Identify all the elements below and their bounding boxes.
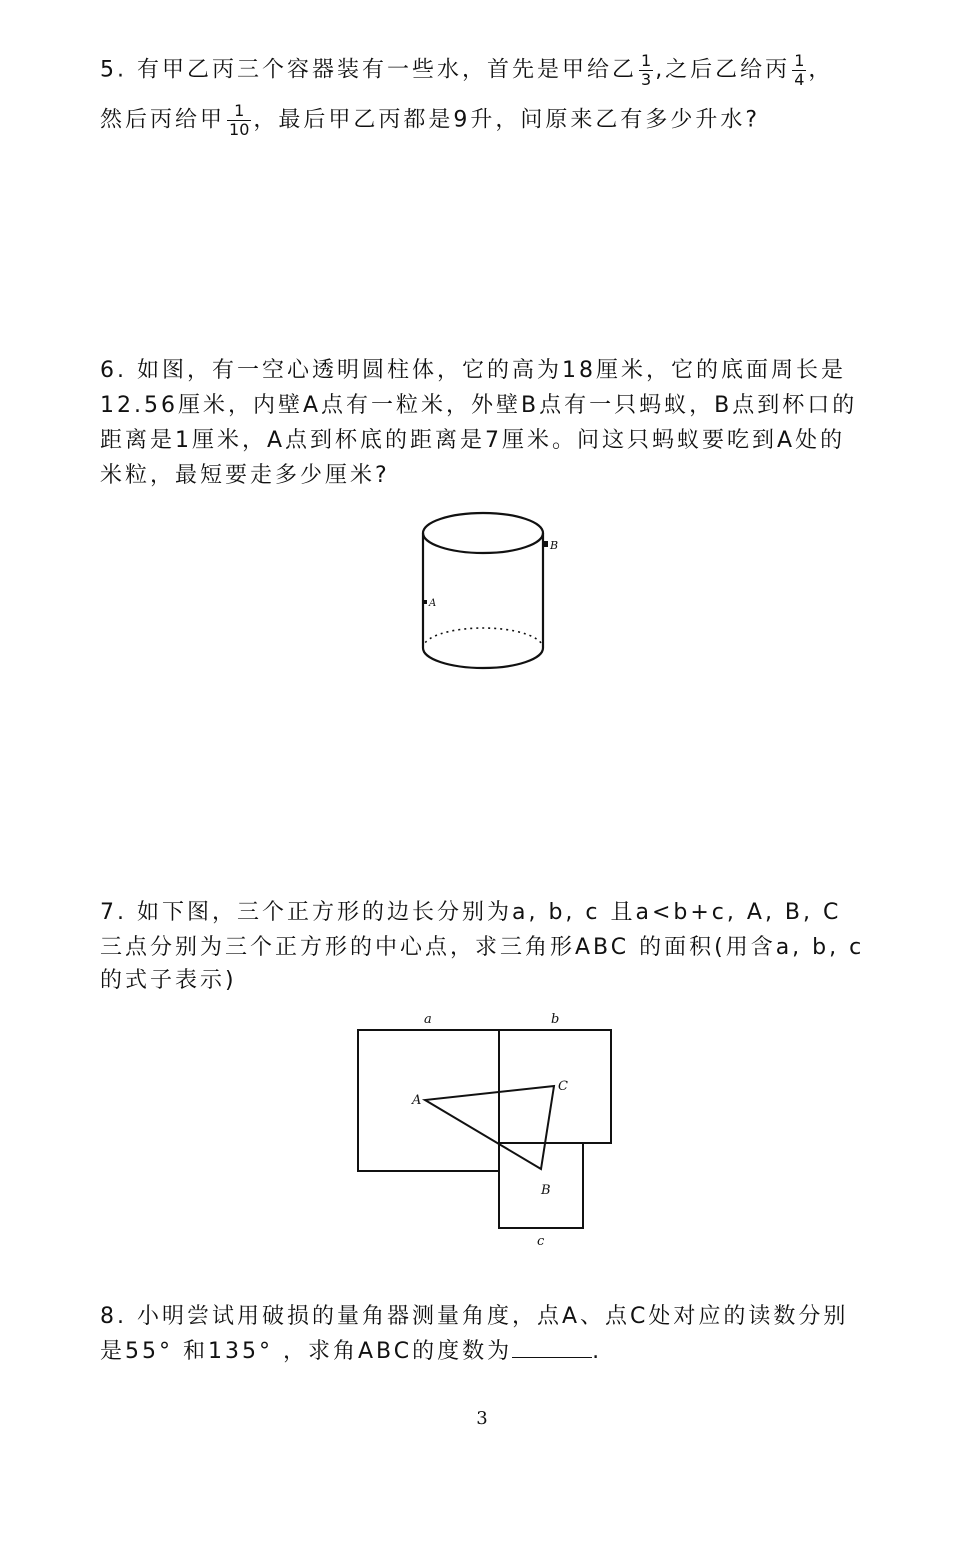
- side-label-c: c: [537, 1234, 545, 1249]
- answer-blank[interactable]: [512, 1337, 592, 1358]
- point-a-marker: [424, 600, 427, 604]
- cylinder-top-rim: [423, 513, 543, 553]
- problem-6-line-4: 米粒，最短要走多少厘米?: [100, 463, 390, 488]
- problem-6-line-2: 12.56厘米，内壁A点有一粒米，外壁B点有一只蚂蚁，B点到杯口的: [100, 393, 858, 418]
- problem-8-line-2: [100, 1337, 602, 1367]
- point-b-label: B: [550, 539, 559, 552]
- cylinder-bottom-back: [423, 628, 543, 648]
- problem-5-text-c: ，: [808, 57, 834, 83]
- problem-7-line-1: 7. 如下图，三个正方形的边长分别为a, b, c 且a<b+c, A, B, C: [100, 900, 842, 925]
- fraction-one-quarter: $\frac{1}{4}$: [794, 51, 805, 89]
- point-c-label: C: [558, 1079, 568, 1094]
- point-b-label: B: [541, 1183, 551, 1198]
- three-squares-figure: [340, 1005, 630, 1250]
- fraction-one-third: $\frac{1}{3}$: [641, 51, 652, 89]
- side-label-b: b: [551, 1012, 560, 1027]
- page-number: 3: [476, 1408, 488, 1429]
- point-a-label: A: [429, 598, 437, 609]
- point-a-label: A: [412, 1093, 422, 1108]
- problem-6-line-1: 6. 如图，有一空心透明圆柱体，它的高为18厘米，它的底面周长是: [100, 358, 846, 383]
- problem-5-text-d: 然后丙给甲: [100, 107, 226, 133]
- triangle-abc: [425, 1086, 554, 1169]
- problem-5-line-2: [100, 102, 760, 139]
- square-b: [499, 1030, 611, 1143]
- problem-7-line-3: 的式子表示): [100, 968, 237, 993]
- problem-5-text-e: ，最后甲乙丙都是9升，问原来乙有多少升水?: [253, 107, 761, 133]
- problem-8-line-1: 8. 小明尝试用破损的量角器测量角度，点A、点C处对应的读数分别: [100, 1304, 849, 1329]
- problem-5-text-b: ,之后乙给丙: [655, 57, 791, 83]
- problem-5-text-a: 5. 有甲乙丙三个容器装有一些水，首先是甲给乙: [100, 57, 637, 83]
- cylinder-figure: [410, 505, 570, 675]
- problem-5-line-1: [100, 52, 833, 89]
- fraction-one-tenth: $\frac{1}{10}$: [229, 101, 250, 139]
- cylinder-bottom-front: [423, 648, 543, 668]
- problem-7-line-2: 三点分别为三个正方形的中心点，求三角形ABC 的面积(用含a, b, c: [100, 935, 865, 960]
- problem-8-end: .: [592, 1339, 603, 1364]
- point-b-marker: [544, 541, 548, 547]
- problem-8-text: 是55° 和135° ，求角ABC的度数为: [100, 1339, 513, 1364]
- side-label-a: a: [424, 1012, 432, 1027]
- problem-6-line-3: 距离是1厘米，A点到杯底的距离是7厘米。问这只蚂蚁要吃到A处的: [100, 428, 846, 453]
